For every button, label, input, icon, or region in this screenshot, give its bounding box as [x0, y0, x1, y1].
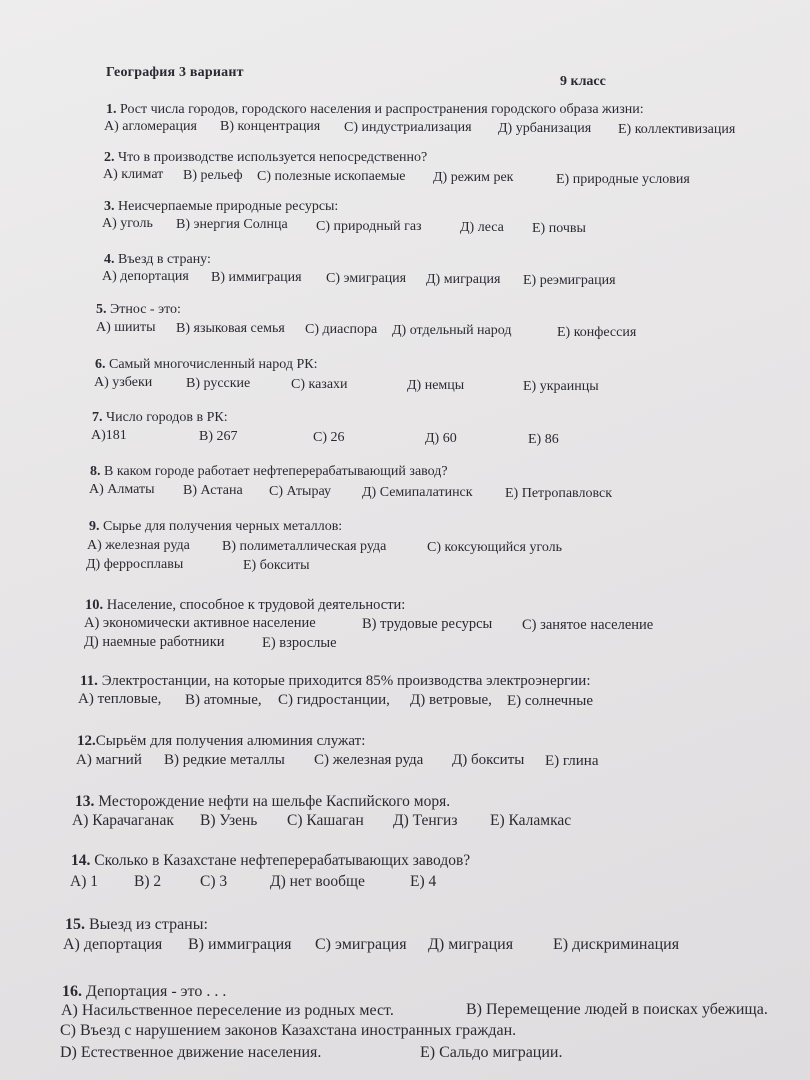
question-number: 5. [96, 302, 107, 317]
option-c: С) железная руда [314, 752, 424, 768]
option-c: С) эмиграция [326, 271, 407, 286]
option-d: Д) бокситы [452, 752, 525, 768]
option-b: В) Астана [183, 483, 243, 498]
option-b: В) трудовые ресурсы [362, 616, 493, 632]
option-b: В) Перемещение людей в поисках убежища. [466, 1001, 768, 1018]
option-a: А) уголь [102, 216, 153, 231]
question-prompt: Рост числа городов, городского населения и распространения городского образа жизни: [120, 102, 644, 117]
option-d: Д) ферросплавы [86, 557, 184, 572]
option-a: А)181 [91, 428, 127, 443]
option-b: В) 2 [134, 873, 162, 890]
option-b: В) 267 [199, 429, 238, 444]
option-c: С) Атырау [269, 484, 331, 499]
option-b: В) русские [186, 376, 251, 391]
option-c: С) гидростанции, [278, 692, 390, 708]
question-number: 12. [77, 733, 96, 749]
option-e: Е) Сальдо миграции. [420, 1044, 563, 1061]
question-number: 1. [106, 102, 117, 117]
option-a: А) Карачаганак [72, 812, 174, 829]
option-a: А) экономически активное население [84, 615, 316, 631]
option-a: А) железная руда [87, 538, 190, 553]
option-e: Е) Петропавловск [505, 486, 612, 501]
option-d: Д) миграция [428, 936, 514, 953]
question-prompt: Сырье для получения черных металлов: [103, 519, 343, 534]
option-d: Д) урбанизация [498, 121, 592, 136]
option-a: А) магний [76, 752, 142, 768]
question-number: 15. [65, 916, 85, 933]
option-b: В) рельеф [183, 168, 243, 183]
test-title: География 3 вариант [106, 65, 244, 80]
option-d: Д) Семипалатинск [362, 485, 473, 500]
option-a: А) узбеки [94, 375, 153, 390]
option-a: А) депортация [63, 936, 163, 953]
option-e: Е) 86 [528, 432, 559, 447]
question-text [85, 597, 405, 614]
option-b: В) концентрация [220, 119, 321, 134]
question-prompt: Число городов в РК: [106, 410, 228, 425]
question-number: 9. [89, 519, 100, 534]
option-c: С) индустриализация [344, 120, 472, 135]
question-text [104, 252, 211, 268]
option-a: А) агломерация [104, 119, 197, 134]
question-text [95, 357, 317, 373]
question-text [104, 150, 427, 166]
option-b: В) полиметаллическая руда [222, 539, 387, 554]
option-c: С) коксующийся уголь [427, 540, 563, 555]
question-number: 4. [104, 252, 115, 267]
option-a: А) шииты [96, 320, 156, 335]
question-text [71, 852, 470, 870]
question-prompt: Что в производстве используется непосредственно? [118, 150, 428, 165]
question-text [77, 733, 365, 750]
option-d: Д) ветровые, [410, 692, 492, 708]
question-text [75, 793, 450, 811]
question-prompt: Неисчерпаемые природные ресурсы: [118, 199, 339, 214]
question-text [62, 983, 226, 1001]
option-e: Е) Каламкас [490, 812, 572, 829]
option-b: В) энергия Солнца [176, 217, 288, 232]
question-number: 10. [85, 597, 104, 613]
question-text [65, 916, 208, 934]
option-e: Е) 4 [410, 873, 437, 890]
question-text [90, 464, 448, 480]
question-number: 3. [104, 199, 115, 214]
question-text [106, 102, 644, 118]
option-d: Д) 60 [425, 431, 457, 446]
option-a: А) 1 [70, 873, 98, 890]
question-text [89, 519, 342, 535]
option-d: D) Естественное движение населения. [60, 1044, 322, 1061]
option-c: С) Въезд с нарушением законов Казахстана иностранных граждан. [60, 1022, 517, 1039]
option-d: Д) немцы [407, 378, 465, 393]
question-prompt: Электростанции, на которые приходится 85% производства электроэнергии: [101, 673, 591, 689]
option-e: Е) украинцы [523, 379, 599, 394]
question-prompt: Сколько в Казахстане нефтеперерабатывающих заводов? [94, 852, 471, 869]
option-d: Д) миграция [426, 272, 501, 287]
question-prompt: Самый многочисленный народ РК: [109, 357, 318, 372]
question-text [96, 302, 181, 318]
option-c: С) занятое население [522, 617, 654, 633]
option-e: Е) бокситы [243, 558, 310, 573]
question-number: 2. [104, 150, 115, 165]
question-prompt: Месторождение нефти на шельфе Каспийского моря. [98, 793, 451, 810]
option-b: В) иммиграция [211, 270, 302, 285]
option-c: С) природный газ [316, 219, 422, 234]
question-text [92, 410, 228, 426]
option-b: В) атомные, [185, 692, 262, 708]
option-c: С) 26 [313, 430, 345, 445]
option-a: А) депортация [102, 269, 189, 284]
question-number: 6. [95, 357, 106, 372]
option-b: В) редкие металлы [164, 752, 285, 768]
question-prompt: Въезд в страну: [118, 252, 211, 267]
option-a: А) тепловые, [78, 691, 162, 707]
option-e: Е) глина [545, 753, 599, 769]
option-d: Д) наемные работники [84, 634, 225, 650]
question-prompt: Депортация - это . . . [86, 983, 227, 1000]
option-d: Д) режим рек [433, 170, 514, 185]
question-prompt: Население, способное к трудовой деятельности: [106, 597, 406, 613]
question-number: 11. [80, 673, 98, 689]
option-e: Е) дискриминация [553, 936, 680, 953]
question-number: 7. [92, 410, 103, 425]
option-a: А) климат [103, 167, 164, 182]
question-number: 16. [62, 983, 82, 1000]
question-number: 8. [90, 464, 101, 479]
option-c: С) диаспора [305, 322, 378, 337]
question-number: 14. [71, 852, 91, 869]
option-d: Д) отдельный народ [392, 323, 512, 338]
option-b: В) языковая семья [176, 321, 285, 336]
option-c: С) 3 [200, 873, 228, 890]
option-e: Е) взрослые [262, 635, 337, 651]
option-c: С) казахи [291, 377, 348, 392]
question-number: 13. [75, 793, 95, 810]
option-b: В) Узень [200, 812, 258, 829]
option-e: Е) коллективизация [618, 122, 736, 137]
option-d: Д) леса [460, 220, 504, 235]
option-e: Е) конфессия [557, 325, 637, 340]
option-e: Е) реэмиграция [523, 273, 616, 288]
question-prompt: Сырьём для получения алюминия служат: [95, 733, 366, 749]
option-c: С) полезные ископаемые [257, 169, 406, 184]
option-c: С) Кашаган [287, 812, 364, 829]
option-d: Д) нет вообще [270, 873, 365, 890]
question-prompt: В каком городе работает нефтеперерабатывающий завод? [104, 464, 448, 479]
option-e: Е) почвы [532, 221, 586, 236]
question-prompt: Выезд из страны: [89, 916, 208, 933]
option-a: А) Алматы [89, 482, 155, 497]
option-a: А) Насильственное переселение из родных мест. [61, 1002, 394, 1019]
grade-label: 9 класс [560, 74, 606, 89]
option-b: В) иммиграция [188, 936, 292, 953]
option-d: Д) Тенгиз [393, 812, 458, 829]
option-c: С) эмиграция [315, 936, 407, 953]
option-e: Е) солнечные [507, 693, 593, 709]
question-text [104, 199, 338, 215]
question-prompt: Этнос - это: [110, 302, 181, 317]
option-e: Е) природные условия [556, 172, 690, 187]
question-text [80, 673, 591, 690]
